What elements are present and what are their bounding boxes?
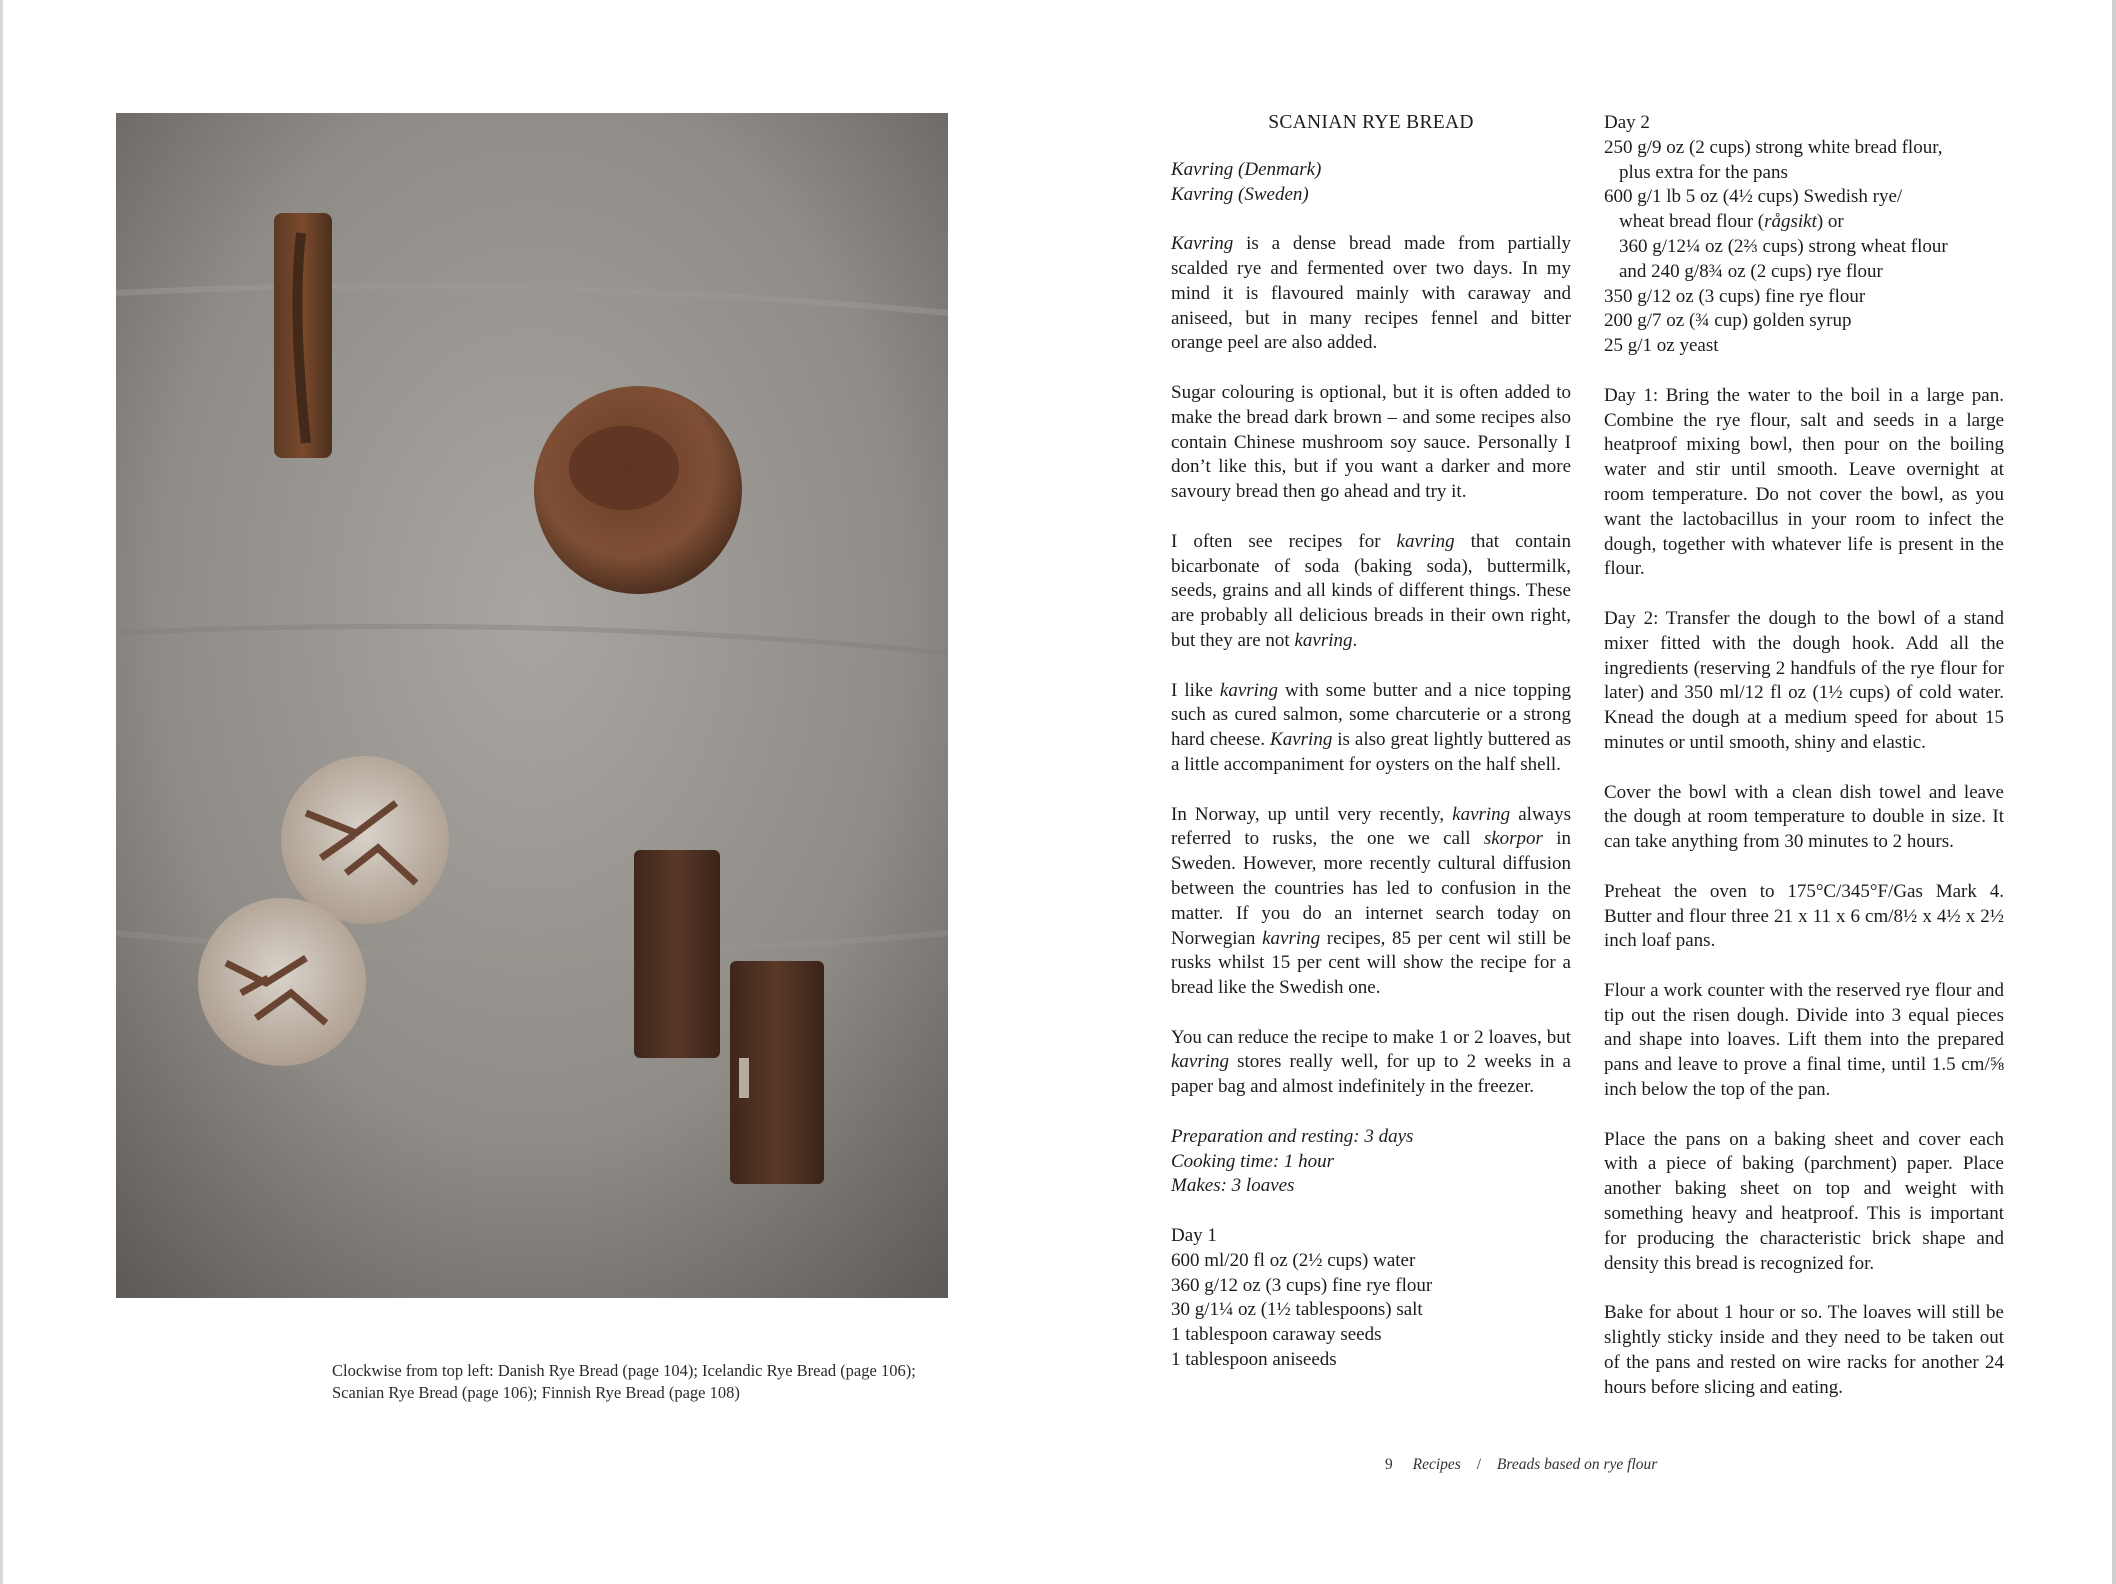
method-step: Day 1: Bring the water to the boil in a large pan. Combine the rye flour, salt and seeds in a large heatproof mixing bowl, then pour on the boiling water and stir until smooth. Leave overnight at room temperature. Do not cover the bowl, as you want the lactobacillus in your room to infect the dough, together with whatever life is present in the flour. (1604, 384, 2004, 580)
intro-p3-b: that contain bicarbonate of soda (baking soda), buttermilk, seeds, grains and all kinds of different things. These are probably all delicious breads in their own right, but they are not (1171, 530, 1571, 651)
day1-ingredients (1171, 1224, 1571, 1373)
intro-paragraph-6 (1171, 1026, 1571, 1100)
danish-rye-loaf (274, 213, 332, 458)
intro-p4-b: with some butter and a nice topping such as cured salmon, some charcuterie or a strong hard cheese. (1171, 679, 1571, 751)
text-column-left (1171, 111, 1571, 1373)
alias-denmark: Kavring (Denmark) (1171, 158, 1322, 180)
intro-p5-a: In Norway, up until very recently, (1171, 803, 1453, 825)
method-step: Place the pans on a baking sheet and cover each with a piece of baking (parchment) paper. Place another baking sheet on top and weight with something heavy and heatproof. This is important for producing the characteristic brick shape and density this bread is recognized for. (1604, 1128, 2004, 1274)
ingredient-line: 1 tablespoon aniseeds (1171, 1349, 1337, 1371)
intro-p4-em2: Kavring (1270, 729, 1333, 751)
day2-heading: Day 2 (1604, 112, 1650, 133)
page-edge-right (2112, 0, 2116, 1584)
intro-p6-a: You can reduce the recipe to make 1 or 2 loaves, but (1171, 1026, 1571, 1048)
intro-p3-em2: kavring (1294, 629, 1353, 651)
ingredient-line: and 240 g/8¾ oz (2 cups) rye flour (1619, 260, 1883, 282)
intro-p4-a: I like (1171, 679, 1220, 701)
intro-p5-em2: skorpor (1483, 828, 1543, 850)
intro-p5-em3: kavring (1262, 927, 1321, 949)
text-column-right (1604, 111, 2004, 1425)
intro-paragraph-3 (1171, 530, 1571, 654)
ingredient-line: 350 g/12 oz (3 cups) fine rye flour (1604, 285, 1866, 307)
ingredient-line: 200 g/7 oz (¾ cup) golden syrup (1604, 310, 1852, 332)
bread-photo (116, 113, 948, 1298)
icelandic-rye-round (534, 386, 742, 594)
spacer (1604, 359, 2004, 384)
spacer (1171, 207, 1571, 232)
intro-paragraph-1 (1171, 232, 1571, 356)
intro-p1-em: Kavring (1171, 233, 1234, 255)
caption-line-1: Clockwise from top left: Danish Rye Bread (page 104); Icelandic Rye Bread (page 106); (332, 1361, 916, 1380)
ingredient-line: 1 tablespoon caraway seeds (1171, 1324, 1382, 1346)
intro-p5-c: in Sweden. However, more recently cultural diffusion between the countries has led to confusion in the matter. If you do an internet search today on Norwegian (1171, 828, 1571, 949)
intro-paragraph-2: Sugar colouring is optional, but it is often added to make the bread dark brown – and some recipes also contain Chinese mushroom soy sauce. Personally I don’t like this, but if you want a darker and more savoury bread then go ahead and try it. (1171, 381, 1571, 503)
ingredient-line: 600 g/1 lb 5 oz (4½ cups) Swedish rye/ (1604, 186, 1903, 208)
intro-p3-em1: kavring (1396, 530, 1455, 552)
intro-p6-em: kavring (1171, 1051, 1230, 1073)
page-footer (1385, 1456, 1657, 1474)
footer-chapter: Breads based on rye flour (1496, 1456, 1658, 1473)
intro-p3-a: I often see recipes for (1171, 530, 1397, 552)
ingredient-line: plus extra for the pans (1619, 161, 1788, 183)
recipe-meta (1171, 1125, 1571, 1199)
ingredient-line: 360 g/12 oz (3 cups) fine rye flour (1171, 1274, 1433, 1296)
cook-time: Cooking time: 1 hour (1171, 1150, 1335, 1172)
intro-p1-text: is a dense bread made from partially scalded rye and fermented over two days. In my mind it is flavoured mainly with caraway and aniseed, but in many recipes fennel and bitter orange peel are also added. (1171, 233, 1571, 354)
intro-p5-em1: kavring (1452, 803, 1511, 825)
ingredient-line: 600 ml/20 fl oz (2½ cups) water (1171, 1249, 1416, 1271)
method-step: Flour a work counter with the reserved rye flour and tip out the risen dough. Divide into 3 equal pieces and shape into loaves. Lift them into the prepared pans and leave to prove a final time, until 1.5 cm/⅝ inch below the top of the pan. (1604, 979, 2004, 1101)
ingredient-l4-a: wheat bread flour ( (1619, 211, 1765, 233)
page-edge-left (0, 0, 3, 1584)
intro-p5-b: always referred to rusks, the one we call (1171, 803, 1571, 850)
recipe-title: SCANIAN RYE BREAD (1268, 112, 1474, 133)
ingredient-l4-em: rågsikt (1764, 211, 1817, 233)
method-step: Preheat the oven to 175°C/345°F/Gas Mark 4. Butter and flour three 21 x 11 x 6 cm/8½ x 4½ x 2½ inch loaf pans. (1604, 880, 2004, 952)
prep-time: Preparation and resting: 3 days (1171, 1125, 1414, 1147)
intro-p4-em1: kavring (1219, 679, 1278, 701)
page-number: 9 (1385, 1456, 1393, 1473)
intro-p3-c: . (1352, 629, 1358, 651)
ingredient-line: 250 g/9 oz (2 cups) strong white bread flour, (1604, 136, 1943, 158)
ingredient-line (1604, 210, 2004, 235)
intro-p6-b: stores really well, for up to 2 weeks in a paper bag and almost indefinitely in the freezer. (1171, 1051, 1571, 1098)
day1-heading: Day 1 (1171, 1225, 1217, 1247)
day2-ingredients (1604, 111, 2004, 359)
photo-caption (332, 1360, 972, 1404)
ingredient-l4-b: ) or (1816, 211, 1844, 233)
ingredient-line: 25 g/1 oz yeast (1604, 335, 1719, 357)
footer-section: Recipes (1412, 1456, 1461, 1473)
intro-p5-d: recipes, 85 per cent wil still be rusks whilst 15 per cent will show the recipe for a bread like the Swedish one. (1171, 927, 1571, 999)
alias-sweden: Kavring (Sweden) (1171, 183, 1309, 205)
intro-paragraph-4 (1171, 679, 1571, 778)
method-step: Bake for about 1 hour or so. The loaves will still be slightly sticky inside and they need to be taken out of the pans and rested on wire racks for another 24 hours before slicing and eating. (1604, 1302, 2004, 1398)
intro-paragraph-5 (1171, 803, 1571, 1001)
ingredient-line: 30 g/1¼ oz (1½ tablespoons) salt (1171, 1299, 1423, 1321)
method-step: Cover the bowl with a clean dish towel and leave the dough at room temperature to double in size. It can take anything from 30 minutes to 2 hours. (1604, 781, 2004, 853)
bread-photo-illustration (116, 113, 948, 1298)
yield: Makes: 3 loaves (1171, 1175, 1295, 1197)
method-step: Day 2: Transfer the dough to the bowl of a stand mixer fitted with the dough hook. Add all the ingredients (reserving 2 handfuls of the rye flour for later) and 350 ml/12 fl oz (1½ cups) of cold water. Knead the dough at a medium speed for about 15 minutes or until smooth, shiny and elastic. (1604, 607, 2004, 753)
caption-line-2: Scanian Rye Bread (page 106); Finnish Rye Bread (page 108) (332, 1383, 740, 1402)
intro-p4-c: is also great lightly buttered as a little accompaniment for oysters on the half shell. (1171, 729, 1571, 775)
ingredient-line: 360 g/12¼ oz (2⅔ cups) strong wheat flour (1619, 235, 1948, 257)
footer-separator: / (1476, 1456, 1482, 1473)
